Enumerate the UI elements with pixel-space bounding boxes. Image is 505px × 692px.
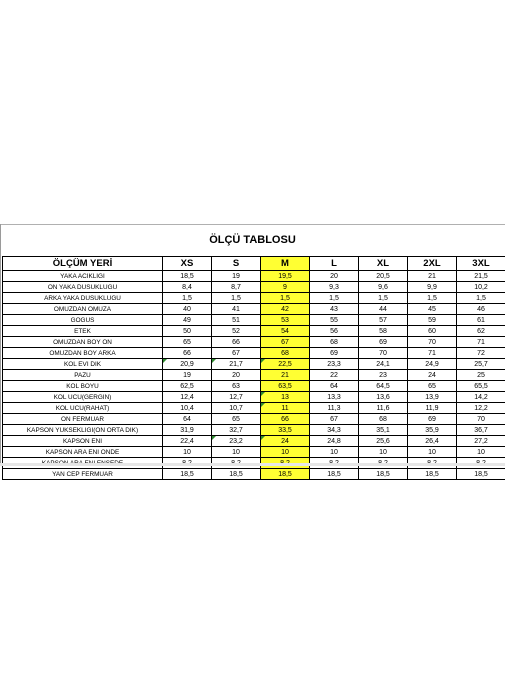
size-value-cell: 21	[261, 370, 310, 381]
measurement-name: ETEK	[3, 326, 163, 337]
measurement-name: PAZU	[3, 370, 163, 381]
size-value-cell: 36,7	[457, 425, 505, 436]
size-value-cell: 25,6	[359, 436, 408, 447]
size-value-cell: 57	[359, 315, 408, 326]
size-value-cell: 19	[163, 370, 212, 381]
size-value-cell: 64,5	[359, 381, 408, 392]
table-row	[3, 304, 505, 315]
size-value-cell: 8,7	[212, 282, 261, 293]
size-value-cell: 9,9	[408, 282, 457, 293]
size-value-cell: 18,5	[163, 271, 212, 282]
size-value-cell: 24,1	[359, 359, 408, 370]
size-value-cell: 10,2	[457, 282, 505, 293]
size-value-cell: 23,3	[310, 359, 359, 370]
header-row	[3, 257, 505, 271]
size-value-cell: 10,4	[163, 403, 212, 414]
measurement-name: OMUZDAN OMUZA	[3, 304, 163, 315]
table-row	[3, 326, 505, 337]
size-value-cell: 18,5	[408, 469, 457, 480]
size-value-cell: 24	[261, 436, 310, 447]
size-value-cell: 61	[457, 315, 505, 326]
measurement-name: KAPSON ENI	[3, 436, 163, 447]
size-value-cell: 20	[212, 370, 261, 381]
size-value-cell: 66	[212, 337, 261, 348]
size-value-cell: 13,6	[359, 392, 408, 403]
size-value-cell: 10,7	[212, 403, 261, 414]
size-value-cell: 13,3	[310, 392, 359, 403]
size-value-cell: 65	[212, 414, 261, 425]
size-value-cell: 44	[359, 304, 408, 315]
measurement-name: KOL BOYU	[3, 381, 163, 392]
table-row	[3, 469, 505, 480]
size-value-cell: 18,5	[261, 469, 310, 480]
size-value-cell: 69	[359, 337, 408, 348]
size-value-cell: 9,6	[359, 282, 408, 293]
size-value-cell: 1,5	[212, 293, 261, 304]
size-value-cell: 25,7	[457, 359, 505, 370]
size-value-cell: 20	[310, 271, 359, 282]
size-value-cell: 51	[212, 315, 261, 326]
size-value-cell: 67	[310, 414, 359, 425]
table-row	[3, 370, 505, 381]
size-value-cell: 66	[163, 348, 212, 359]
size-value-cell: 40	[163, 304, 212, 315]
size-value-cell: 68	[261, 348, 310, 359]
size-value-cell: 54	[261, 326, 310, 337]
size-value-cell: 22,5	[261, 359, 310, 370]
size-value-cell: 27,2	[457, 436, 505, 447]
size-value-cell: 52	[212, 326, 261, 337]
size-value-cell: 11	[261, 403, 310, 414]
size-value-cell: 24,9	[408, 359, 457, 370]
size-value-cell: 18,5	[212, 469, 261, 480]
size-value-cell: 1,5	[457, 293, 505, 304]
size-value-cell: 12,2	[457, 403, 505, 414]
measurement-name: YAKA ACIKLIGI	[3, 271, 163, 282]
size-value-cell: 21,5	[457, 271, 505, 282]
size-value-cell: 18,5	[310, 469, 359, 480]
measurement-name: KOL EVI DIK	[3, 359, 163, 370]
size-value-cell: 63	[212, 381, 261, 392]
table-row	[3, 337, 505, 348]
size-value-cell: 70	[457, 414, 505, 425]
size-value-cell: 1,5	[310, 293, 359, 304]
size-value-cell: 55	[310, 315, 359, 326]
size-value-cell: 11,6	[359, 403, 408, 414]
size-value-cell: 71	[457, 337, 505, 348]
sheet-left-border	[0, 224, 1, 466]
size-value-cell: 65	[163, 337, 212, 348]
size-value-cell: 69	[310, 348, 359, 359]
measurement-name: YAN CEP FERMUAR	[3, 469, 163, 480]
measurement-name: KAPSON ARA ENI ONDE	[3, 447, 163, 458]
measurement-name: KOL UCU(RAHAT)	[3, 403, 163, 414]
size-value-cell: 35,1	[359, 425, 408, 436]
size-value-cell: 62,5	[163, 381, 212, 392]
size-value-cell: 56	[310, 326, 359, 337]
measurement-name: ON FERMUAR	[3, 414, 163, 425]
size-value-cell: 22,4	[163, 436, 212, 447]
table-row	[3, 425, 505, 436]
size-value-cell: 10	[261, 447, 310, 458]
size-value-cell: 24	[408, 370, 457, 381]
size-value-cell: 66	[261, 414, 310, 425]
size-value-cell: 65	[408, 381, 457, 392]
size-value-cell: 32,7	[212, 425, 261, 436]
header-size-m: M	[261, 257, 310, 271]
size-value-cell: 11,3	[310, 403, 359, 414]
size-value-cell: 70	[408, 337, 457, 348]
size-value-cell: 33,5	[261, 425, 310, 436]
size-value-cell: 20,9	[163, 359, 212, 370]
size-value-cell: 64	[163, 414, 212, 425]
size-value-cell: 69	[408, 414, 457, 425]
sheet-bottom-edge	[0, 463, 505, 466]
size-value-cell: 34,3	[310, 425, 359, 436]
size-value-cell: 72	[457, 348, 505, 359]
size-value-cell: 22	[310, 370, 359, 381]
size-value-cell: 46	[457, 304, 505, 315]
chart-title: ÖLÇÜ TABLOSU	[209, 234, 296, 246]
size-value-cell: 65,5	[457, 381, 505, 392]
size-value-cell: 25	[457, 370, 505, 381]
size-value-cell: 1,5	[408, 293, 457, 304]
table-row	[3, 293, 505, 304]
table-row	[3, 282, 505, 293]
size-value-cell: 13	[261, 392, 310, 403]
measurement-name: KAPSON YUKSEKLIGI(ON ORTA DIK)	[3, 425, 163, 436]
size-value-cell: 10	[212, 447, 261, 458]
size-value-cell: 24,8	[310, 436, 359, 447]
header-size-2xl: 2XL	[408, 257, 457, 271]
size-value-cell: 18,5	[359, 469, 408, 480]
size-value-cell: 49	[163, 315, 212, 326]
size-value-cell: 9,3	[310, 282, 359, 293]
size-value-cell: 1,5	[163, 293, 212, 304]
size-value-cell: 10	[408, 447, 457, 458]
size-value-cell: 58	[359, 326, 408, 337]
measurement-name: OMUZDAN BOY ON	[3, 337, 163, 348]
header-size-3xl: 3XL	[457, 257, 505, 271]
header-size-s: S	[212, 257, 261, 271]
table-row	[3, 414, 505, 425]
measurement-name: KOL UCU(GERGIN)	[3, 392, 163, 403]
size-value-cell: 9	[261, 282, 310, 293]
table-row	[3, 392, 505, 403]
size-value-cell: 64	[310, 381, 359, 392]
size-value-cell: 45	[408, 304, 457, 315]
measurement-name: OMUZDAN BOY ARKA	[3, 348, 163, 359]
size-value-cell: 68	[310, 337, 359, 348]
size-value-cell: 12,7	[212, 392, 261, 403]
size-chart-table	[2, 256, 505, 480]
size-value-cell: 19,5	[261, 271, 310, 282]
size-value-cell: 10	[359, 447, 408, 458]
header-size-xl: XL	[359, 257, 408, 271]
size-value-cell: 70	[359, 348, 408, 359]
header-size-xs: XS	[163, 257, 212, 271]
size-value-cell: 67	[212, 348, 261, 359]
size-value-cell: 10	[163, 447, 212, 458]
measurement-name: ON YAKA DUSUKLUGU	[3, 282, 163, 293]
header-measurement: ÖLÇÜM YERİ	[3, 257, 163, 271]
size-value-cell: 42	[261, 304, 310, 315]
size-value-cell: 10	[310, 447, 359, 458]
header-size-l: L	[310, 257, 359, 271]
size-value-cell: 21,7	[212, 359, 261, 370]
size-value-cell: 12,4	[163, 392, 212, 403]
table-row	[3, 403, 505, 414]
size-value-cell: 53	[261, 315, 310, 326]
size-value-cell: 21	[408, 271, 457, 282]
size-value-cell: 62	[457, 326, 505, 337]
measurement-name: ARKA YAKA DUSUKLUGU	[3, 293, 163, 304]
size-value-cell: 26,4	[408, 436, 457, 447]
size-value-cell: 20,5	[359, 271, 408, 282]
size-value-cell: 13,9	[408, 392, 457, 403]
size-value-cell: 19	[212, 271, 261, 282]
table-row	[3, 359, 505, 370]
size-value-cell: 50	[163, 326, 212, 337]
size-value-cell: 60	[408, 326, 457, 337]
table-row	[3, 436, 505, 447]
size-value-cell: 35,9	[408, 425, 457, 436]
size-value-cell: 41	[212, 304, 261, 315]
table-row	[3, 271, 505, 282]
size-value-cell: 67	[261, 337, 310, 348]
size-value-cell: 14,2	[457, 392, 505, 403]
size-value-cell: 43	[310, 304, 359, 315]
size-value-cell: 63,5	[261, 381, 310, 392]
size-value-cell: 11,9	[408, 403, 457, 414]
table-row	[3, 447, 505, 458]
measurement-name: GOGUS	[3, 315, 163, 326]
table-row	[3, 381, 505, 392]
size-value-cell: 23,2	[212, 436, 261, 447]
size-value-cell: 23	[359, 370, 408, 381]
size-value-cell: 59	[408, 315, 457, 326]
size-value-cell: 18,5	[457, 469, 505, 480]
size-value-cell: 1,5	[359, 293, 408, 304]
size-value-cell: 68	[359, 414, 408, 425]
sheet-top-border	[0, 224, 505, 225]
size-value-cell: 71	[408, 348, 457, 359]
size-value-cell: 1,5	[261, 293, 310, 304]
size-value-cell: 8,4	[163, 282, 212, 293]
size-value-cell: 18,5	[163, 469, 212, 480]
size-chart-body	[3, 271, 505, 480]
size-value-cell: 10	[457, 447, 505, 458]
table-row	[3, 315, 505, 326]
size-value-cell: 31,9	[163, 425, 212, 436]
table-row	[3, 348, 505, 359]
